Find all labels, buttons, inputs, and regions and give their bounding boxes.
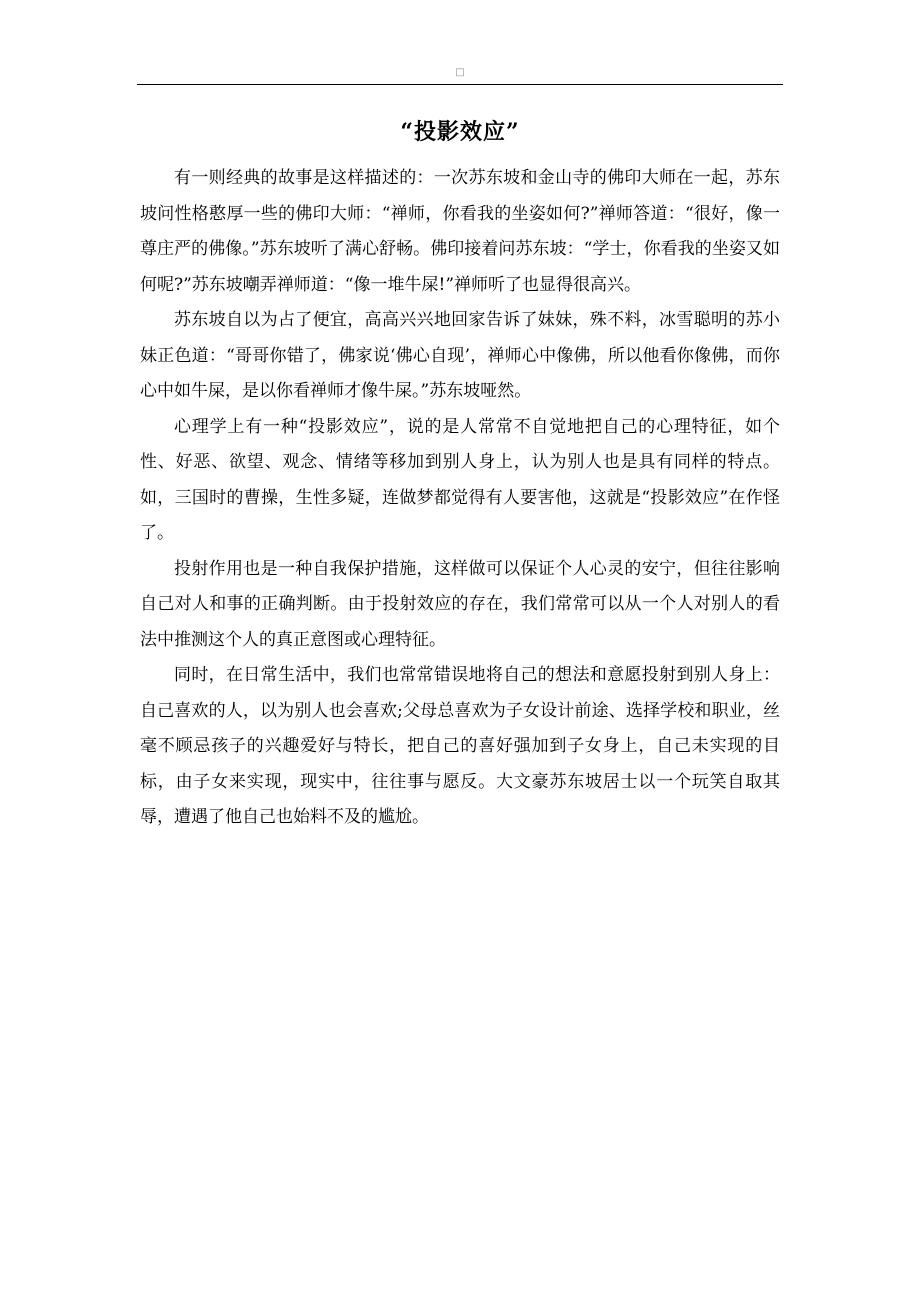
paragraph: 投射作用也是一种自我保护措施，这样做可以保证个人心灵的安宁，但往往影响自己对人和事的正确判断。由于投射效应的存在，我们常常可以从一个人对别人的看法中推测这个人的真正意图或心理特征。 bbox=[140, 558, 780, 650]
page-header bbox=[137, 64, 783, 85]
paragraph: 同时，在日常生活中，我们也常常错误地将自己的想法和意愿投射到别人身上：自己喜欢的人，以为别人也会喜欢;父母总喜欢为子女设计前途、选择学校和职业，丝毫不顾忌孩子的兴趣爱好与特长，把自己的喜好强加到子女身上，自己未实现的目标，由子女来实现，现实中，往往事与愿反。大文豪苏东坡居士以一个玩笑自取其辱，遭遇了他自己也始料不及的尴尬。 bbox=[140, 665, 780, 827]
paragraph: 有一则经典的故事是这样描述的：一次苏东坡和金山寺的佛印大师在一起，苏东坡问性格憨厚一些的佛印大师：“禅师，你看我的坐姿如何?”禅师答道：“很好，像一尊庄严的佛像。”苏东坡听了满心舒畅。佛印接着问苏东坡：“学士，你看我的坐姿又如何呢?”苏东坡嘲弄禅师道：“像一堆牛屎!”禅师听了也显得很高兴。 bbox=[140, 168, 780, 295]
header-mark: □ bbox=[455, 67, 465, 78]
document-title: “投影效应” bbox=[400, 119, 520, 145]
paragraph: 苏东坡自以为占了便宜，高高兴兴地回家告诉了妹妹，殊不料，冰雪聪明的苏小妹正色道：“哥哥你错了，佛家说‘佛心自现’，禅师心中像佛，所以他看你像佛，而你心中如牛屎，是以你看禅师才像牛屎。”苏东坡哑然。 bbox=[140, 310, 780, 401]
article-body bbox=[140, 161, 780, 836]
paragraph: 心理学上有一种“投影效应”，说的是人常常不自觉地把自己的心理特征，如个性、好恶、欲望、观念、情绪等移加到别人身上，认为别人也是具有同样的特点。如，三国时的曹操，生性多疑，连做梦都觉得有人要害他，这就是“投影效应”在作怪了。 bbox=[140, 416, 780, 543]
